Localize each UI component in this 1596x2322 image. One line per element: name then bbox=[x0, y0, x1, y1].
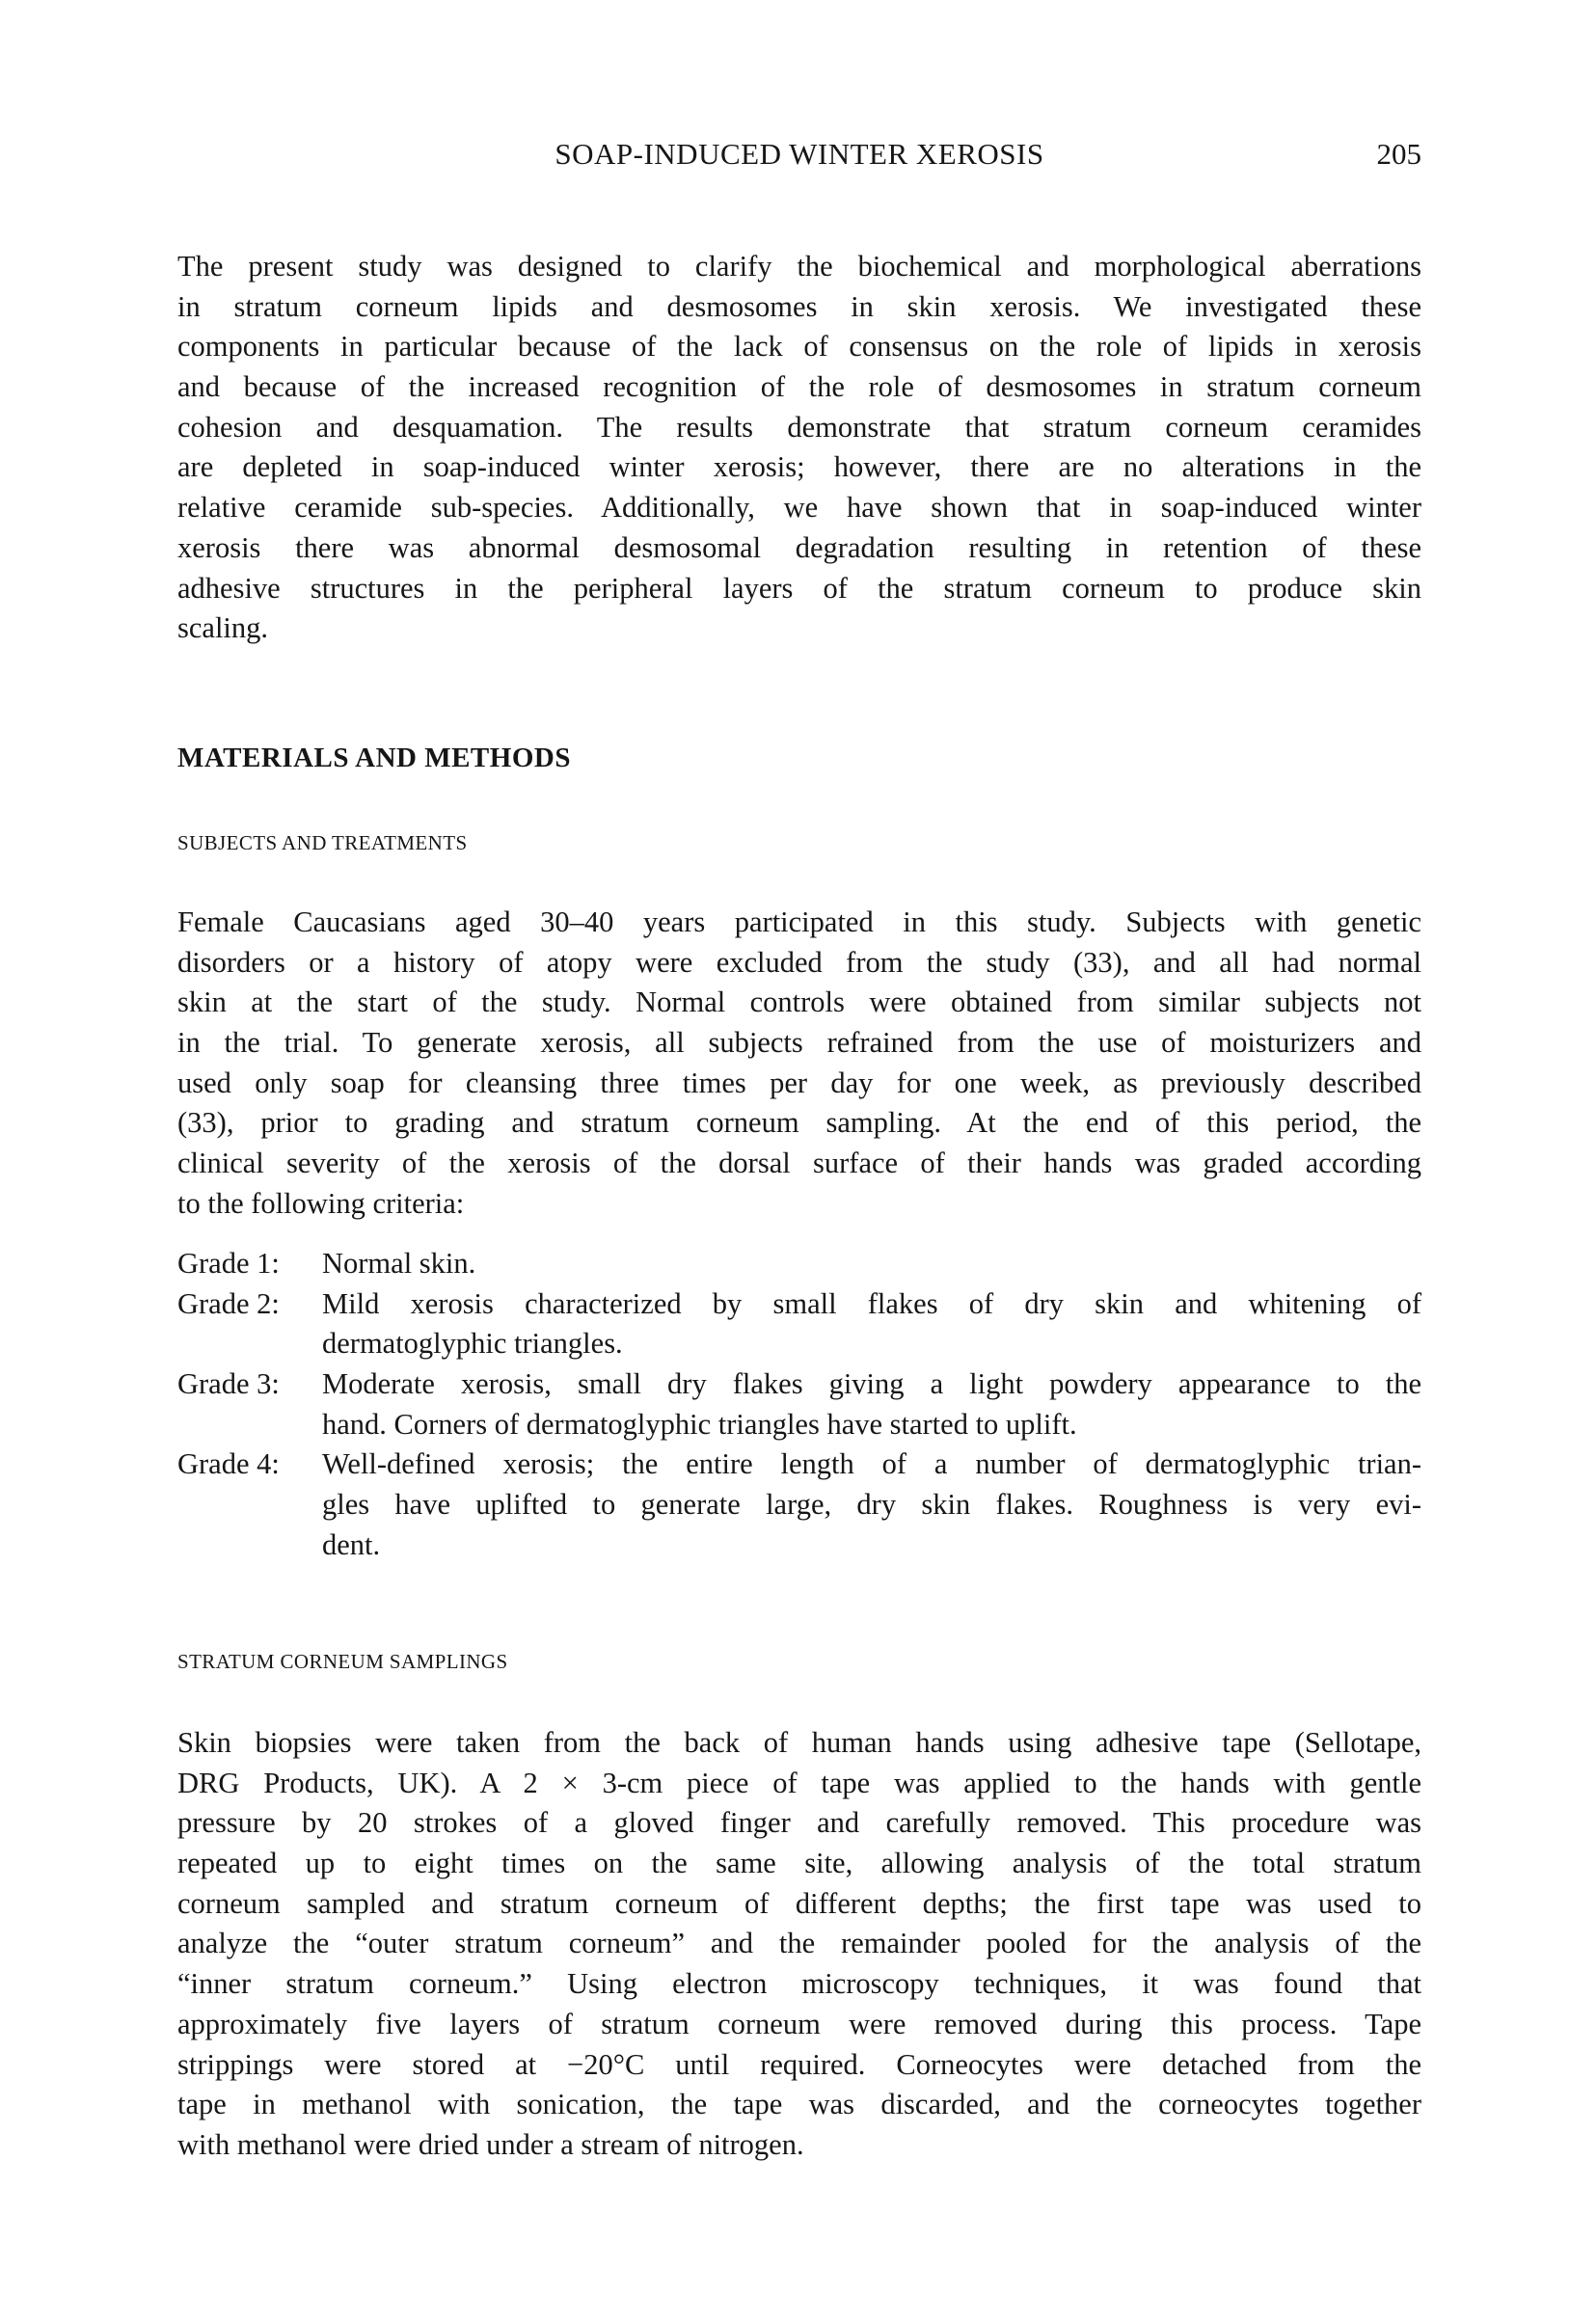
grade-item bbox=[177, 1364, 1421, 1444]
text-line: and because of the increased recognition of the role of desmosomes in stratum corneum bbox=[177, 370, 1421, 404]
grade-criteria-list bbox=[177, 1244, 1421, 1566]
grade-label: Grade 2: bbox=[177, 1286, 280, 1320]
text-line: used only soap for cleansing three times per day for one week, as previously described bbox=[177, 1066, 1421, 1099]
grade-item bbox=[177, 1284, 1421, 1364]
text-line: Normal skin. bbox=[322, 1247, 476, 1280]
text-line: cohesion and desquamation. The results demonstrate that stratum corneum ceramides bbox=[177, 410, 1421, 444]
text-line: (33), prior to grading and stratum corneum sampling. At the end of this period, the bbox=[177, 1106, 1421, 1140]
text-line: scaling. bbox=[177, 611, 269, 645]
text-line: corneum sampled and stratum corneum of different depths; the first tape was used to bbox=[177, 1886, 1421, 1920]
text-line: are depleted in soap-induced winter xerosis; however, there are no alterations in the bbox=[177, 450, 1421, 484]
text-line: skin at the start of the study. Normal controls were obtained from similar subjects not bbox=[177, 986, 1421, 1019]
text-line: hand. Corners of dermatoglyphic triangles have started to uplift. bbox=[322, 1407, 1077, 1441]
text-line: pressure by 20 strokes of a gloved finger and carefully removed. This procedure was bbox=[177, 1806, 1421, 1840]
text-line: xerosis there was abnormal desmosomal degradation resulting in retention of these bbox=[177, 530, 1421, 564]
text-line: gles have uplifted to generate large, dry skin flakes. Roughness is very evi- bbox=[322, 1488, 1421, 1522]
grade-description bbox=[322, 1284, 1421, 1364]
text-line: in the trial. To generate xerosis, all subjects refrained from the use of moisturizers and bbox=[177, 1026, 1421, 1060]
text-line: approximately five layers of stratum corneum were removed during this process. Tape bbox=[177, 2007, 1421, 2040]
text-line: to the following criteria: bbox=[177, 1186, 465, 1220]
grade-item bbox=[177, 1244, 1421, 1284]
grade-description bbox=[322, 1244, 1421, 1284]
text-line: DRG Products, UK). A 2 × 3-cm piece of tape was applied to the hands with gentle bbox=[177, 1766, 1421, 1799]
text-line: Well-defined xerosis; the entire length of a number of dermatoglyphic trian- bbox=[322, 1447, 1421, 1481]
samplings-paragraph bbox=[177, 1723, 1421, 2166]
text-line: repeated up to eight times on the same site, allowing analysis of the total stratum bbox=[177, 1847, 1421, 1880]
text-line: adhesive structures in the peripheral layers of the stratum corneum to produce skin bbox=[177, 571, 1421, 605]
section-heading: MATERIALS AND METHODS bbox=[177, 742, 571, 773]
grade-label: Grade 3: bbox=[177, 1367, 280, 1401]
subjects-paragraph bbox=[177, 903, 1421, 1225]
text-line: relative ceramide sub-species. Additionally, we have shown that in soap-induced winter bbox=[177, 491, 1421, 525]
running-title: SOAP-INDUCED WINTER XEROSIS bbox=[555, 137, 1044, 171]
text-line: in stratum corneum lipids and desmosomes in skin xerosis. We investigated these bbox=[177, 289, 1421, 323]
grade-item bbox=[177, 1444, 1421, 1565]
text-line: with methanol were dried under a stream of nitrogen. bbox=[177, 2127, 804, 2161]
grade-label: Grade 4: bbox=[177, 1447, 280, 1481]
subheading-subjects: SUBJECTS AND TREATMENTS bbox=[177, 831, 468, 854]
intro-paragraph bbox=[177, 247, 1421, 649]
text-line: Female Caucasians aged 30–40 years participated in this study. Subjects with genetic bbox=[177, 905, 1421, 938]
subheading-samplings: STRATUM CORNEUM SAMPLINGS bbox=[177, 1650, 508, 1673]
text-line: tape in methanol with sonication, the tape was discarded, and the corneocytes together bbox=[177, 2088, 1421, 2121]
text-line: strippings were stored at −20°C until required. Corneocytes were detached from the bbox=[177, 2047, 1421, 2081]
text-line: dermatoglyphic triangles. bbox=[322, 1327, 623, 1361]
page-number: 205 bbox=[1376, 137, 1421, 171]
text-line: The present study was designed to clarify the biochemical and morphological aberrations bbox=[177, 250, 1421, 283]
text-line: components in particular because of the lack of consensus on the role of lipids in xerosis bbox=[177, 330, 1421, 364]
text-line: analyze the “outer stratum corneum” and the remainder pooled for the analysis of the bbox=[177, 1927, 1421, 1960]
grade-description bbox=[322, 1444, 1421, 1565]
text-line: dent. bbox=[322, 1527, 381, 1561]
grade-description bbox=[322, 1364, 1421, 1444]
text-line: clinical severity of the xerosis of the dorsal surface of their hands was graded according bbox=[177, 1147, 1421, 1180]
text-line: disorders or a history of atopy were excluded from the study (33), and all had normal bbox=[177, 945, 1421, 979]
grade-label: Grade 1: bbox=[177, 1247, 280, 1280]
running-head bbox=[177, 137, 1421, 179]
text-line: “inner stratum corneum.” Using electron microscopy techniques, it was found that bbox=[177, 1967, 1421, 2001]
text-line: Mild xerosis characterized by small flakes of dry skin and whitening of bbox=[322, 1286, 1421, 1320]
text-line: Skin biopsies were taken from the back of human hands using adhesive tape (Sellotape, bbox=[177, 1726, 1421, 1759]
text-line: Moderate xerosis, small dry flakes giving a light powdery appearance to the bbox=[322, 1367, 1421, 1401]
